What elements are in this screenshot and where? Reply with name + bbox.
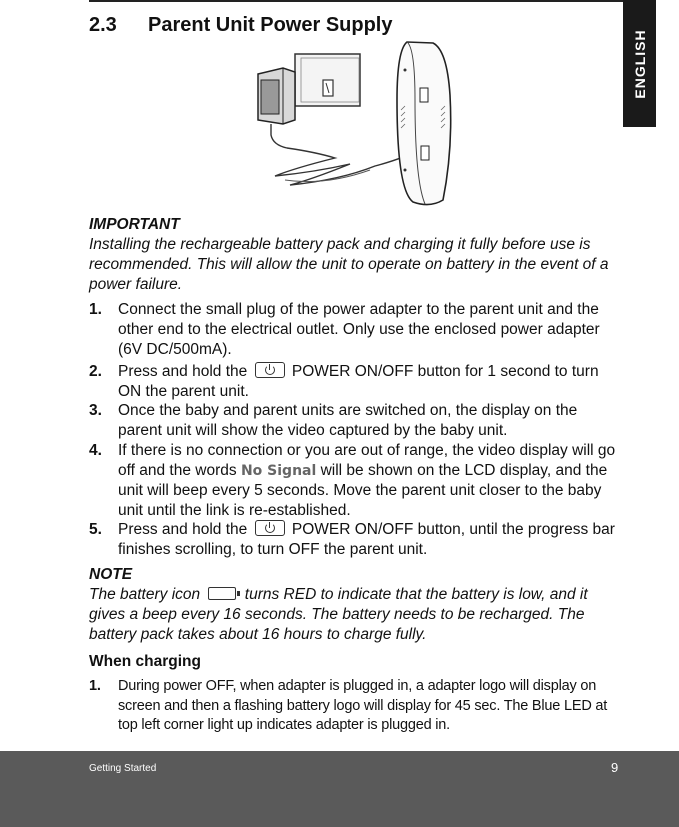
language-tab [623, 0, 656, 127]
language-tab-label: ENGLISH [631, 28, 648, 99]
section-title: Parent Unit Power Supply [148, 14, 393, 36]
step-text [118, 362, 619, 402]
section-number: 2.3 [89, 14, 117, 36]
footer-section-name: Getting Started [89, 763, 157, 774]
power-button-icon [255, 362, 285, 378]
battery-icon [208, 587, 236, 600]
note-text [89, 585, 619, 645]
charging-step-1 [89, 677, 619, 736]
step-4 [89, 441, 619, 521]
page-footer [0, 751, 679, 827]
important-notice [89, 215, 619, 295]
power-adapter-illustration [255, 40, 455, 210]
step-text [118, 441, 619, 521]
step-2 [89, 362, 619, 402]
step-1 [89, 300, 619, 360]
note-block [89, 565, 619, 645]
step-number: 3. [89, 402, 102, 419]
step-number: 1. [89, 301, 102, 318]
power-button-icon [255, 520, 285, 536]
step-5 [89, 520, 619, 560]
step-3 [89, 401, 619, 441]
step-text-after: POWER ON/OFF button, until the progress bar finishes scrolling, to turn OFF the parent unit. [118, 521, 615, 558]
step-number: 5. [89, 521, 102, 538]
step-text-before: Press and hold the [118, 363, 248, 380]
important-text: Installing the rechargeable battery pack and charging it fully before use is recommended. This will allow the unit to operate on battery in the event of a power failure. [89, 236, 609, 293]
step-number: 1. [89, 678, 101, 694]
step-text-before: If there is no connection or you are out of range, the video display will go off and the words [118, 442, 616, 479]
step-text: Connect the small plug of the power adapter to the parent unit and the other end to the electrical outlet. Only use the enclosed power adapter (6V DC/500mA). [118, 301, 600, 358]
note-text-before: The battery icon [89, 586, 201, 603]
page-number: 9 [611, 760, 619, 775]
step-text-after: will be shown on the LCD display, and the unit will beep every 5 seconds. Move the parent unit closer to the baby unit until the link is re-established. [118, 462, 608, 519]
step-text-after: POWER ON/OFF button for 1 second to turn ON the parent unit. [118, 363, 599, 400]
step-text [118, 520, 619, 560]
no-signal-indicator: No Signal [240, 463, 317, 479]
step-text-before: Press and hold the [118, 521, 248, 538]
top-rule [89, 0, 655, 2]
note-label: NOTE [89, 566, 133, 583]
step-number: 4. [89, 442, 102, 459]
note-text-after: turns RED to indicate that the battery is low, and it gives a beep every 16 seconds. The battery needs to be recharged. The battery pack takes about 16 hours to charge fully. [89, 586, 588, 643]
step-text: Once the baby and parent units are switched on, the display on the parent unit will show the video captured by the baby unit. [118, 402, 578, 439]
step-text: During power OFF, when adapter is plugged in, a adapter logo will display on screen and then a flashing battery logo will display for 45 sec. The Blue LED at top left corner light up indicates adapter is plugged in. [118, 678, 608, 733]
section-heading [89, 14, 392, 37]
step-number: 2. [89, 363, 102, 380]
important-label: IMPORTANT [89, 216, 180, 233]
when-charging-heading: When charging [89, 653, 201, 670]
